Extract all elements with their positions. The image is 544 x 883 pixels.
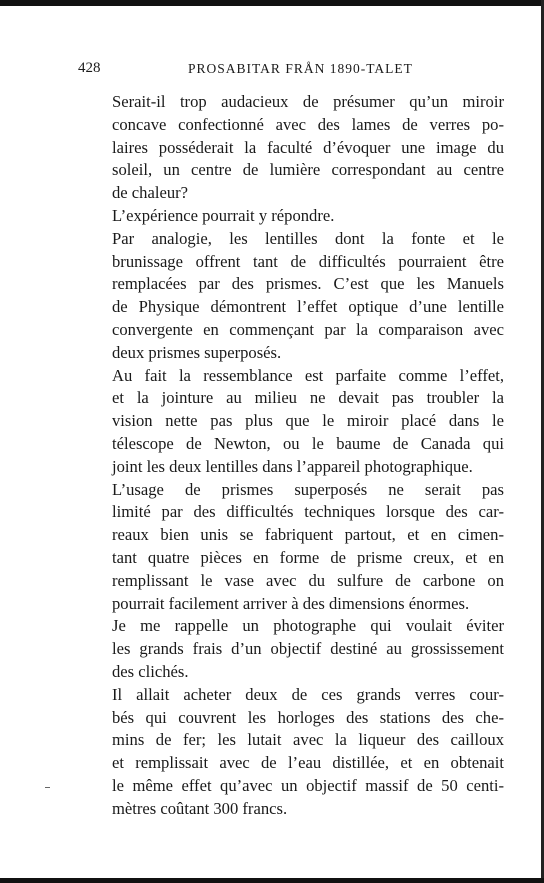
text-line: pourrait facilement arriver à des dimensions énormes. — [112, 593, 470, 613]
text-line: L’expérience pourrait y répondre. — [112, 205, 335, 225]
margin-mark — [45, 787, 50, 788]
text-line: les grands frais d’un objectif destiné au grossissement — [112, 639, 504, 659]
text-line: convergente en commençant par la comparaison avec — [112, 319, 504, 339]
text-line: concave confectionné avec des lames de verres po- — [112, 114, 504, 134]
text-line: soleil, un centre de lumière correspondant au centre — [112, 160, 504, 180]
text-line: Il allait acheter deux de ces grands verres cour- — [112, 684, 504, 704]
text-line: brunissage offrent tant de difficultés pourraient être — [112, 251, 504, 271]
text-line: Serait-il trop audacieux de présumer qu’un miroir — [112, 92, 504, 111]
text-line: télescope de Newton, ou le baume de Canada qui — [112, 433, 504, 453]
text-line: joint les deux lentilles dans l’appareil photographique. — [112, 456, 473, 476]
bottom-scan-border — [0, 878, 544, 883]
text-line: de Physique démontrent l’effet optique d’une lentille — [112, 297, 504, 317]
paragraph — [78, 365, 504, 479]
text-line: laires posséderait la faculté d’évoquer une image du — [112, 137, 504, 157]
text-line: et la jointure au milieu ne devait pas troubler la — [112, 388, 504, 408]
text-line: vision nette pas plus que le miroir placé dans le — [112, 411, 504, 431]
body-text — [78, 91, 504, 821]
paragraph — [78, 615, 504, 683]
text-line: le même effet qu’avec un objectif massif de 50 centi- — [112, 775, 504, 795]
paragraph — [78, 479, 504, 616]
text-line: des clichés. — [112, 661, 189, 681]
text-line: Par analogie, les lentilles dont la fonte et le — [112, 228, 504, 248]
page-header — [78, 60, 506, 80]
text-line: bés qui couvrent les horloges des stations des che- — [112, 707, 504, 727]
text-line: mins de fer; les lutait avec la liqueur des cailloux — [112, 730, 504, 750]
text-line: deux prismes superposés. — [112, 342, 282, 362]
running-title: PROSABITAR FRÅN 1890-TALET — [188, 61, 413, 76]
text-line: Au fait la ressemblance est parfaite comme l’effet, — [112, 365, 504, 385]
text-line: L’usage de prismes superposés ne serait pas — [112, 479, 504, 499]
text-line: Je me rappelle un photographe qui voulait éviter — [112, 616, 504, 636]
paragraph — [78, 205, 504, 228]
text-line: limité par des difficultés techniques lorsque des car- — [112, 502, 504, 522]
top-scan-border — [0, 0, 544, 6]
text-line: reaux bien unis se fabriquent partout, et en cimen- — [112, 525, 504, 545]
paragraph — [78, 91, 504, 205]
text-line: mètres coûtant 300 francs. — [112, 798, 288, 818]
text-line: remplacées par des prismes. C’est que les Manuels — [112, 274, 504, 294]
text-line: de chaleur? — [112, 183, 189, 203]
text-line: remplissant le vase avec du sulfure de carbone on — [112, 570, 504, 590]
paragraph — [78, 684, 504, 821]
text-line: et remplissait avec de l’eau distillée, et en obtenait — [112, 753, 504, 773]
paragraph — [78, 228, 504, 365]
text-line: tant quatre pièces en forme de prisme creux, et en — [112, 547, 504, 567]
page-number: 428 — [78, 60, 101, 76]
